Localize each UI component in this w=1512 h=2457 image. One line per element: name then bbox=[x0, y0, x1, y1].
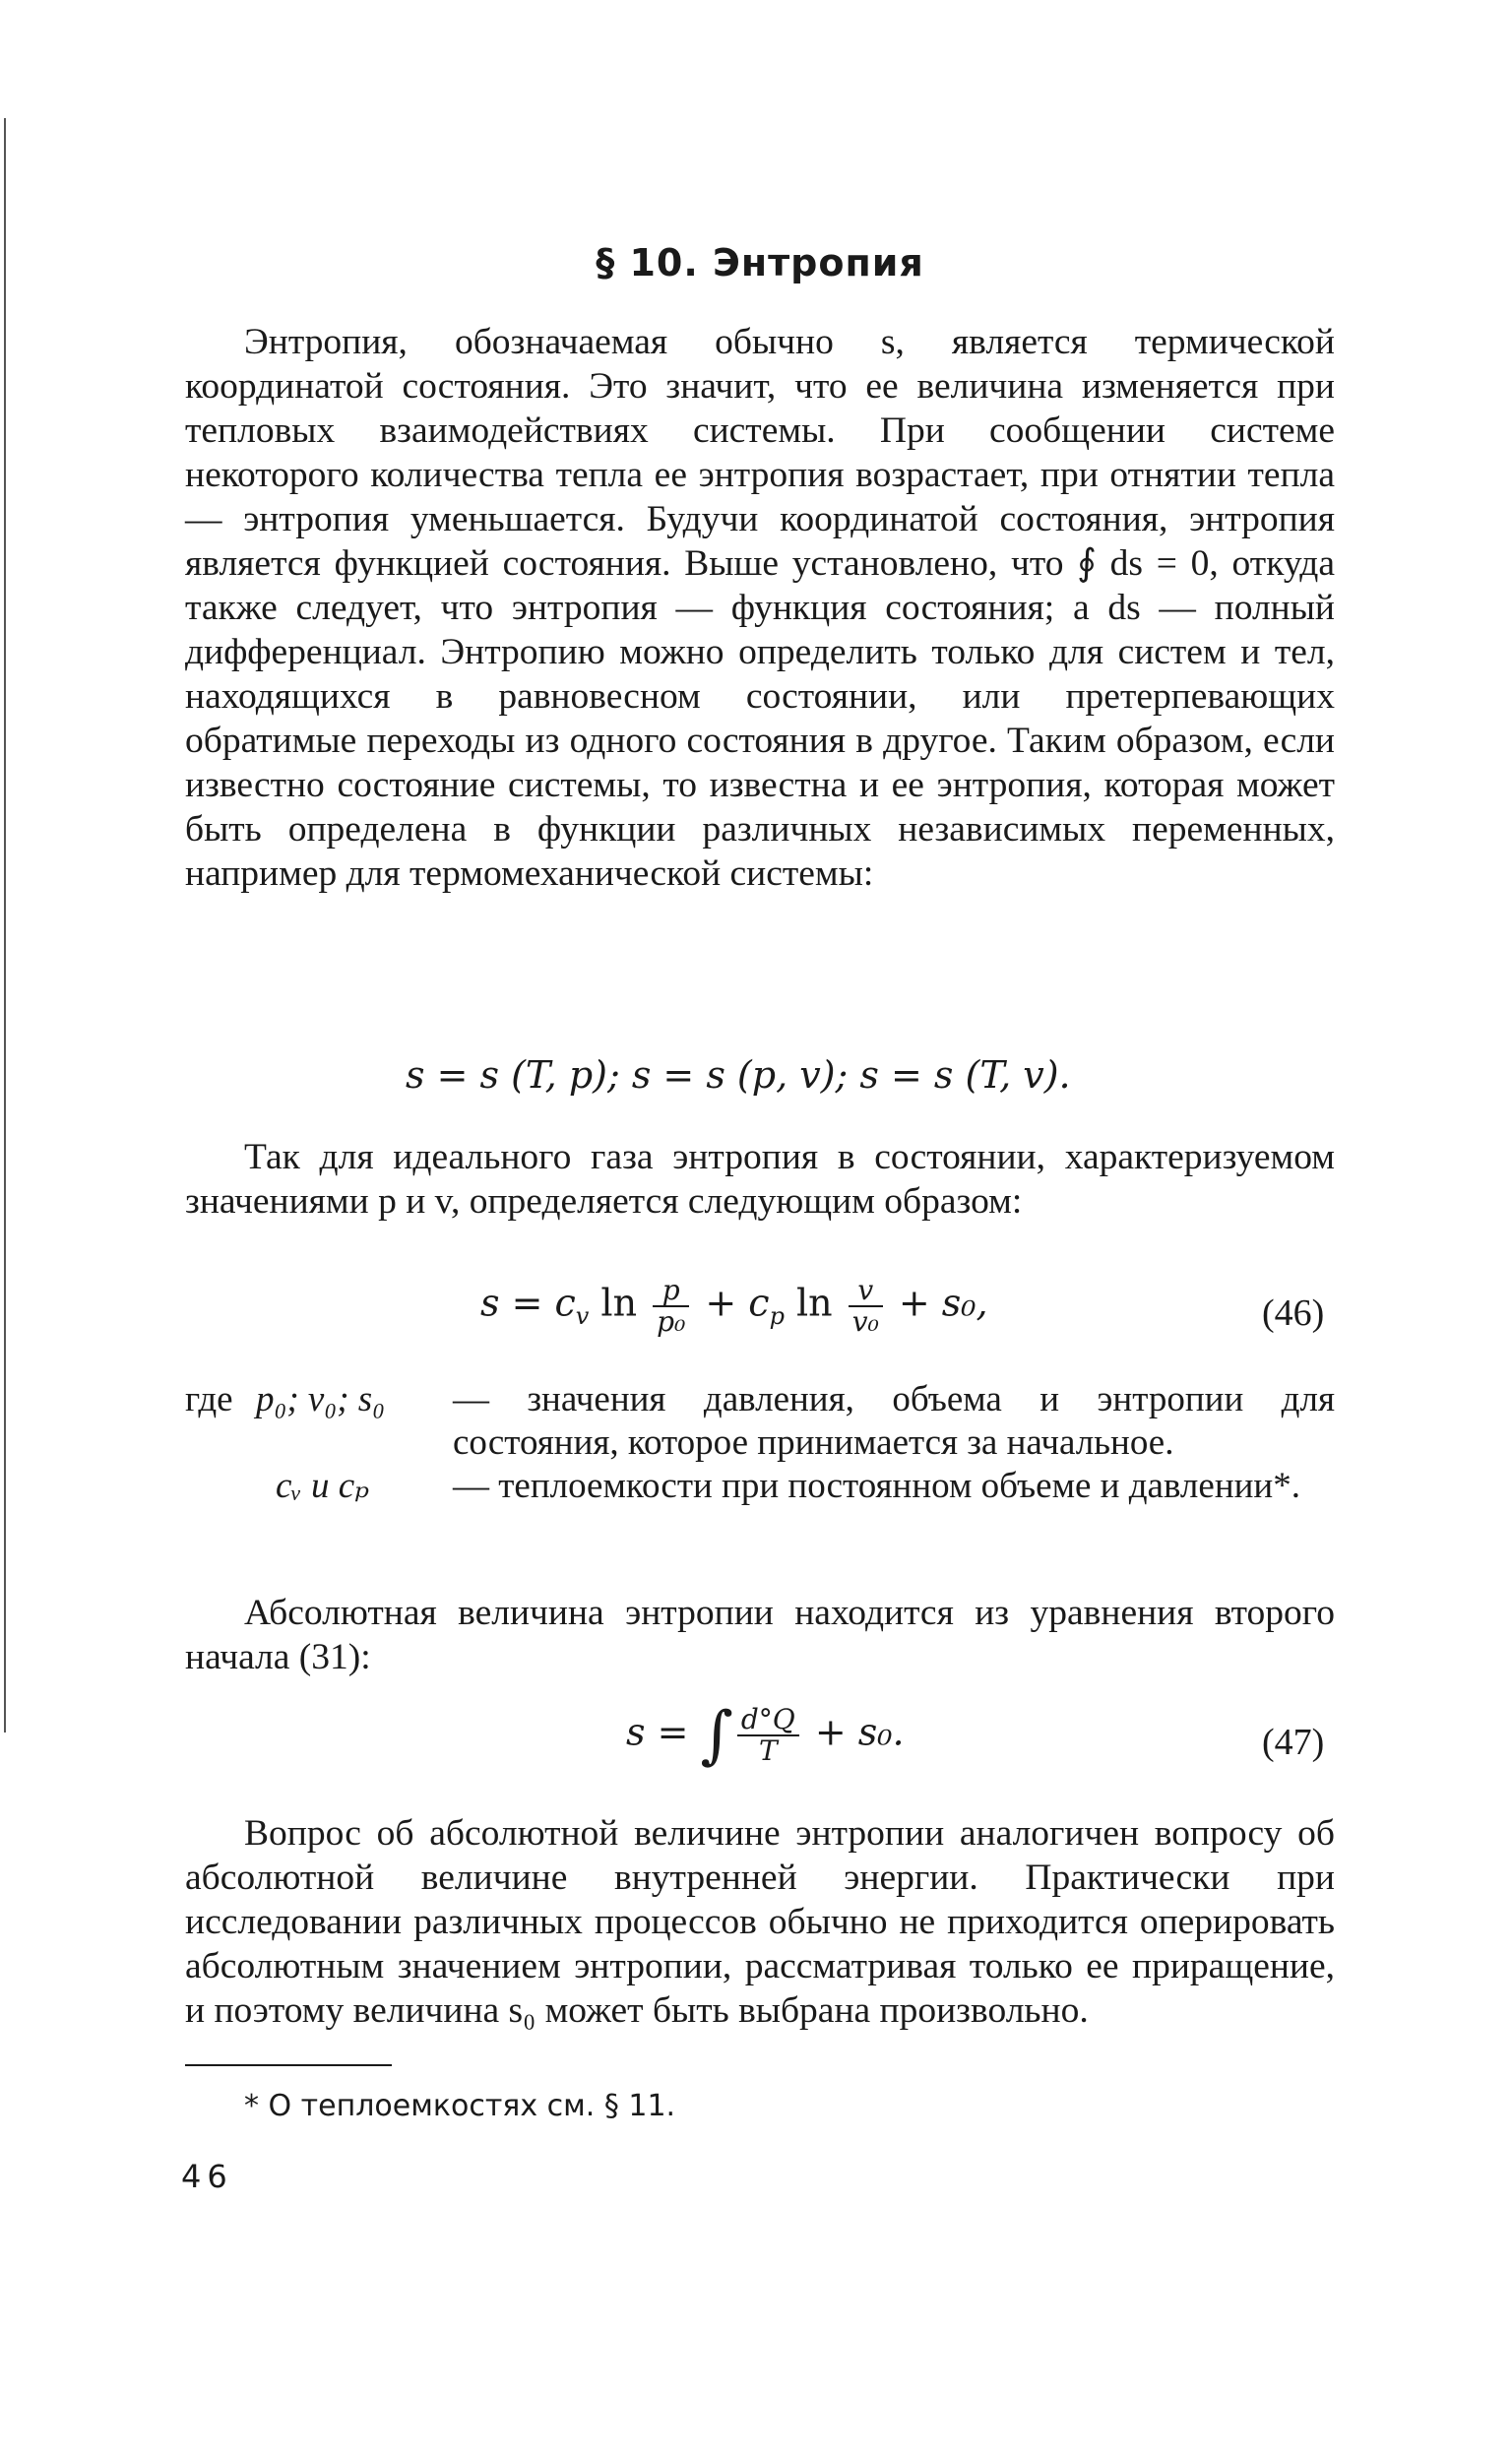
equation-46-number: (46) bbox=[1262, 1292, 1325, 1334]
eq47-lhs: s = bbox=[626, 1710, 701, 1754]
definitions-lead: где bbox=[185, 1379, 233, 1419]
footnote-rule bbox=[185, 2064, 392, 2066]
eq46-fraction-v bbox=[849, 1276, 883, 1337]
integral-sign: ∫ bbox=[700, 1699, 733, 1772]
paragraph-2: Так для идеального газа энтропия в состоянии, характеризуемом значениями p и v, определяется следующим образом: bbox=[185, 1137, 1335, 1222]
definition-1-term: p₀; v₀; s₀ bbox=[256, 1379, 386, 1419]
eq46-frac2-numerator: v bbox=[849, 1276, 883, 1307]
state-functions-formula: s = s (T, p); s = s (p, v); s = s (T, v). bbox=[406, 1053, 1071, 1097]
equation-46 bbox=[480, 1276, 988, 1337]
paragraph-2-block bbox=[185, 1135, 1335, 1224]
definition-1-description: — значения давления, объема и энтропии для состояния, которое принимается за начальное. bbox=[453, 1379, 1335, 1463]
page-edge-line bbox=[4, 118, 6, 1732]
definition-2-term: cᵥ и cₚ bbox=[276, 1466, 369, 1506]
eq46-ln-2: ln bbox=[784, 1281, 845, 1325]
eq46-frac2-denominator: v₀ bbox=[851, 1305, 879, 1338]
section-heading: § 10. Энтропия bbox=[596, 241, 924, 284]
eq46-tail: + s₀, bbox=[886, 1281, 988, 1325]
definition-2-description: — теплоемкости при постоянном объеме и давлении*. bbox=[453, 1466, 1300, 1506]
eq46-frac1-numerator: p bbox=[653, 1276, 689, 1307]
eq46-fraction-p bbox=[653, 1276, 689, 1337]
definitions-block bbox=[185, 1378, 1335, 1575]
equation-47-number: (47) bbox=[1262, 1722, 1325, 1763]
eq47-denominator: T bbox=[758, 1734, 778, 1767]
eq47-numerator: d°Q bbox=[737, 1705, 799, 1736]
eq46-sub-v: v bbox=[575, 1302, 590, 1331]
eq46-lhs: s = c bbox=[480, 1281, 576, 1325]
eq46-ln-1: ln bbox=[589, 1281, 650, 1325]
footnote: * О теплоемкостях см. § 11. bbox=[244, 2089, 676, 2123]
equation-47 bbox=[626, 1699, 905, 1772]
eq46-plus-cp: + c bbox=[693, 1281, 770, 1325]
eq46-frac1-denominator: p₀ bbox=[657, 1305, 686, 1338]
eq46-sub-p: p bbox=[769, 1302, 785, 1331]
eq47-fraction bbox=[737, 1705, 799, 1766]
paragraph-3: Абсолютная величина энтропии находится из уравнения второго начала (31): bbox=[185, 1593, 1335, 1677]
eq47-tail: + s₀. bbox=[802, 1710, 905, 1754]
paragraph-3-block bbox=[185, 1591, 1335, 1679]
paragraph-4: Вопрос об абсолютной величине энтропии аналогичен вопросу об абсолютной величине внутренней энергии. Практически при исследовании различных процессов обычно не приходится оперировать абсолютным значением энтропии, рассматривая только ее приращение, и поэтому величина s₀ может быть выбрана произвольно. bbox=[185, 1813, 1335, 2031]
paragraph-4-block bbox=[185, 1811, 1335, 2033]
paragraph-1-block bbox=[185, 320, 1335, 896]
page-number: 46 bbox=[181, 2158, 233, 2195]
paragraph-1: Энтропия, обозначаемая обычно s, является термической координатой состояния. Это значит, что ее величина изменяется при тепловых взаимодействиях системы. При сообщении системе некоторого количества тепла ее энтропия возрастает, при отнятии тепла — энтропия уменьшается. Будучи координатой состояния, энтропия является функцией состояния. Выше установлено, что ∮ ds = 0, откуда также следует, что энтропия — функция состояния; а ds — полный дифференциал. Энтропию можно определить только для систем и тел, находящихся в равновесном состоянии, или претерпевающих обратимые переходы из одного состояния в другое. Таким образом, если известно состояние системы, то известна и ее энтропия, которая может быть определена в функции различных независимых переменных, например для термомеханической системы: bbox=[185, 322, 1335, 894]
